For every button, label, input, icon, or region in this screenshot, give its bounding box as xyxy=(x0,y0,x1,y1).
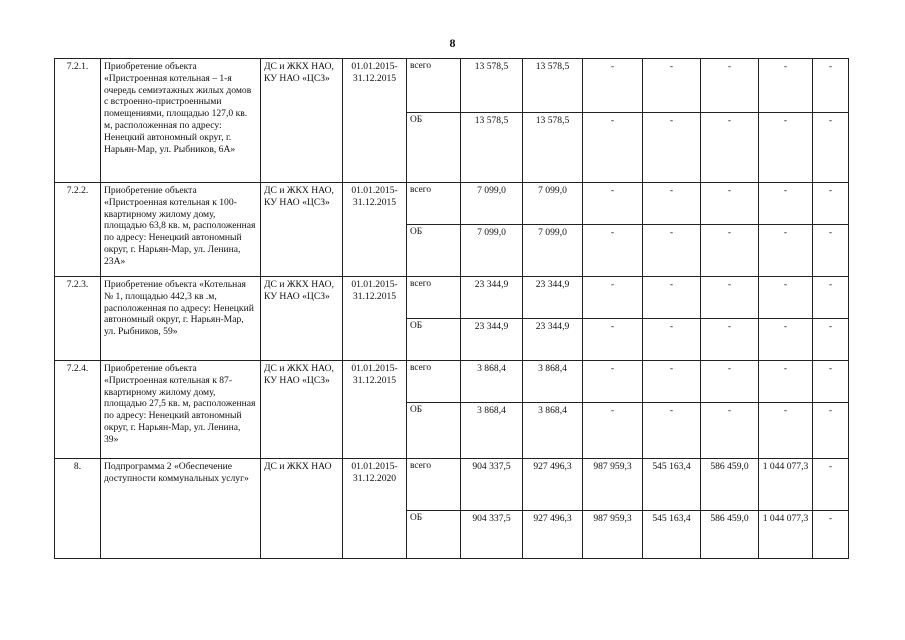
amount-cell: - xyxy=(701,319,759,361)
amount-cell: - xyxy=(643,225,701,277)
row-number: 8. xyxy=(55,459,101,559)
amount-cell: - xyxy=(701,361,759,403)
amount-cell: - xyxy=(701,113,759,183)
row-number: 7.2.1. xyxy=(55,59,101,183)
amount-cell: - xyxy=(583,113,643,183)
amount-cell: - xyxy=(701,225,759,277)
amount-cell: - xyxy=(759,225,813,277)
amount-cell: - xyxy=(759,113,813,183)
measure-name: Приобретение объекта «Пристроенная котельная – 1-я очередь семиэтажных жилых домов с встроенно-пристроенными помещениями, площадью 127,0 кв. м, расположенная по адресу: Ненецкий автономный округ, г. Нарьян-Мар, ул. Рыбников, 6А» xyxy=(101,59,261,183)
funding-source: всего xyxy=(407,59,461,113)
amount-cell: - xyxy=(643,59,701,113)
responsible-org: ДС и ЖКХ НАО, КУ НАО «ЦСЗ» xyxy=(261,183,343,277)
amount-cell: 586 459,0 xyxy=(701,459,759,511)
amount-cell: - xyxy=(701,403,759,459)
measure-name: Приобретение объекта «Пристроенная котельная к 87-квартирному жилому дому, площадью 27,5 кв. м, расположенная по адресу: Ненецкий автономный округ, г. Нарьян-Мар, ул. Ленина, 39» xyxy=(101,361,261,459)
page-number: 8 xyxy=(449,36,456,50)
funding-source: всего xyxy=(407,277,461,319)
amount-cell: - xyxy=(583,277,643,319)
table-row xyxy=(55,277,849,319)
amount-cell: - xyxy=(759,277,813,319)
amount-cell: - xyxy=(701,277,759,319)
responsible-org: ДС и ЖКХ НАО, КУ НАО «ЦСЗ» xyxy=(261,59,343,183)
amount-cell: - xyxy=(583,183,643,225)
funding-source: всего xyxy=(407,183,461,225)
amount-cell: - xyxy=(583,361,643,403)
amount-cell: - xyxy=(759,319,813,361)
amount-cell: - xyxy=(643,403,701,459)
amount-cell: 987 959,3 xyxy=(583,511,643,559)
amount-cell: - xyxy=(813,361,849,403)
table-row xyxy=(55,183,849,225)
amount-cell: 7 099,0 xyxy=(461,225,523,277)
amount-cell: 545 163,4 xyxy=(643,459,701,511)
amount-cell: 13 578,5 xyxy=(523,59,583,113)
table-row xyxy=(55,459,849,511)
amount-cell: - xyxy=(759,403,813,459)
row-number: 7.2.2. xyxy=(55,183,101,277)
amount-cell: - xyxy=(643,319,701,361)
period: 01.01.2015-31.12.2015 xyxy=(343,183,407,277)
period: 01.01.2015-31.12.2015 xyxy=(343,361,407,459)
period: 01.01.2015-31.12.2015 xyxy=(343,277,407,361)
amount-cell: - xyxy=(813,113,849,183)
amount-cell: - xyxy=(813,511,849,559)
amount-cell: 13 578,5 xyxy=(461,113,523,183)
responsible-org: ДС и ЖКХ НАО, КУ НАО «ЦСЗ» xyxy=(261,361,343,459)
measure-name: Подпрограмма 2 «Обеспечение доступности коммунальных услуг» xyxy=(101,459,261,559)
funding-source: всего xyxy=(407,361,461,403)
amount-cell: - xyxy=(813,319,849,361)
funding-source: ОБ xyxy=(407,225,461,277)
amount-cell: - xyxy=(583,403,643,459)
responsible-org: ДС и ЖКХ НАО xyxy=(261,459,343,559)
table-row xyxy=(55,59,849,113)
amount-cell: 3 868,4 xyxy=(461,361,523,403)
amount-cell: 7 099,0 xyxy=(461,183,523,225)
amount-cell: 904 337,5 xyxy=(461,459,523,511)
amount-cell: 545 163,4 xyxy=(643,511,701,559)
amount-cell: 987 959,3 xyxy=(583,459,643,511)
amount-cell: - xyxy=(759,361,813,403)
amount-cell: - xyxy=(643,113,701,183)
amount-cell: - xyxy=(583,59,643,113)
amount-cell: - xyxy=(813,459,849,511)
period: 01.01.2015-31.12.2015 xyxy=(343,59,407,183)
amount-cell: 3 868,4 xyxy=(523,403,583,459)
amount-cell: 13 578,5 xyxy=(523,113,583,183)
amount-cell: 1 044 077,3 xyxy=(759,511,813,559)
amount-cell: - xyxy=(583,225,643,277)
amount-cell: - xyxy=(643,277,701,319)
amount-cell: 7 099,0 xyxy=(523,225,583,277)
amount-cell: 23 344,9 xyxy=(523,277,583,319)
amount-cell: 23 344,9 xyxy=(461,319,523,361)
period: 01.01.2015-31.12.2020 xyxy=(343,459,407,559)
amount-cell: - xyxy=(813,403,849,459)
amount-cell: - xyxy=(813,277,849,319)
funding-source: ОБ xyxy=(407,113,461,183)
amount-cell: 586 459,0 xyxy=(701,511,759,559)
amount-cell: - xyxy=(701,59,759,113)
amount-cell: 7 099,0 xyxy=(523,183,583,225)
funding-source: ОБ xyxy=(407,319,461,361)
amount-cell: 23 344,9 xyxy=(461,277,523,319)
amount-cell: - xyxy=(643,183,701,225)
funding-source: всего xyxy=(407,459,461,511)
amount-cell: 13 578,5 xyxy=(461,59,523,113)
amount-cell: - xyxy=(759,59,813,113)
amount-cell: - xyxy=(813,59,849,113)
amount-cell: - xyxy=(583,319,643,361)
amount-cell: 927 496,3 xyxy=(523,459,583,511)
table-body xyxy=(55,59,849,559)
amount-cell: 904 337,5 xyxy=(461,511,523,559)
funding-source: ОБ xyxy=(407,511,461,559)
amount-cell: - xyxy=(813,183,849,225)
funding-source: ОБ xyxy=(407,403,461,459)
amount-cell: - xyxy=(643,361,701,403)
amount-cell: - xyxy=(759,183,813,225)
row-number: 7.2.3. xyxy=(55,277,101,361)
measure-name: Приобретение объекта «Котельная № 1, площадью 442,3 кв .м, расположенная по адресу: Ненецкий автономный округ, г. Нарьян-Мар, ул. Рыбников, 59» xyxy=(101,277,261,361)
amount-cell: 3 868,4 xyxy=(523,361,583,403)
amount-cell: 23 344,9 xyxy=(523,319,583,361)
row-number: 7.2.4. xyxy=(55,361,101,459)
amount-cell: 927 496,3 xyxy=(523,511,583,559)
amount-cell: 3 868,4 xyxy=(461,403,523,459)
amount-cell: 1 044 077,3 xyxy=(759,459,813,511)
program-table xyxy=(54,58,849,559)
amount-cell: - xyxy=(701,183,759,225)
table-row xyxy=(55,361,849,403)
responsible-org: ДС и ЖКХ НАО, КУ НАО «ЦСЗ» xyxy=(261,277,343,361)
amount-cell: - xyxy=(813,225,849,277)
measure-name: Приобретение объекта «Пристроенная котельная к 100-квартирному жилому дому, площадью 63,8 кв. м, расположенная по адресу: Ненецкий автономный округ, г. Нарьян-Мар, ул. Ленина, 23А» xyxy=(101,183,261,277)
